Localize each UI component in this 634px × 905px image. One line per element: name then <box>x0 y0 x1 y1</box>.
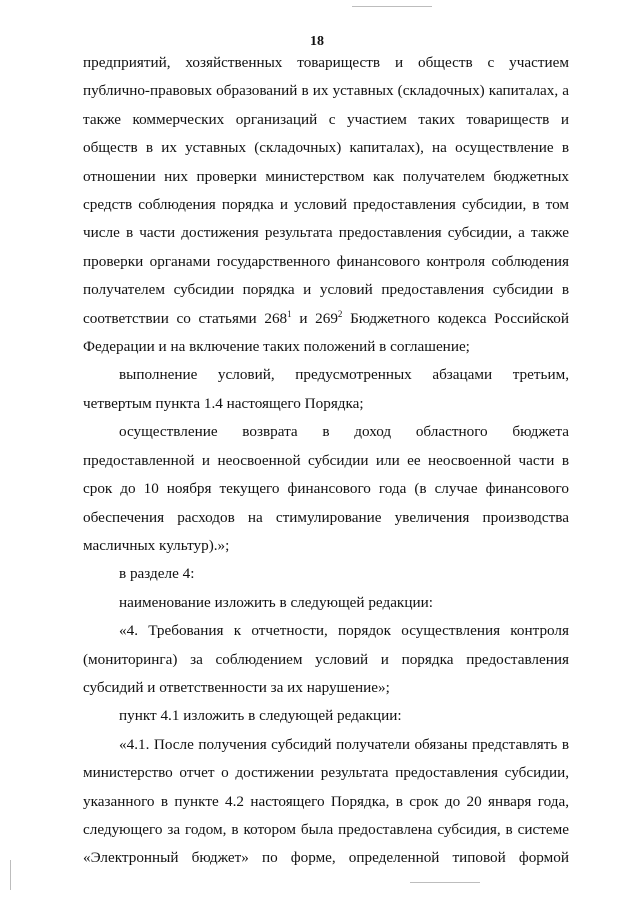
article-number-1: 268 <box>264 309 288 327</box>
paragraph-1-end: Бюджетного кодекса Российской Федерации и на включение таких положений в соглашение; <box>83 309 570 356</box>
paragraph-6: «4. Требования к отчетности, порядок осуществления контроля (мониторинга) за соблюдением условий и порядка предоставления субсидий и ответственности за их нарушение»; <box>83 622 569 696</box>
scan-artifact-top <box>352 6 432 7</box>
scan-artifact-bottom <box>410 882 480 883</box>
paragraph-2: выполнение условий, предусмотренных абзацами третьим, четвертым пункта 1.4 настоящего Порядка; <box>83 366 569 412</box>
article-number-2: 269 <box>315 309 338 327</box>
conjunction: и <box>299 309 308 327</box>
paragraph-5: наименование изложить в следующей редакции: <box>119 593 433 611</box>
paragraph-7: пункт 4.1 изложить в следующей редакции: <box>119 707 402 725</box>
paragraph-4: в разделе 4: <box>119 565 195 583</box>
paragraph-1 <box>83 49 569 361</box>
article-superscript-2: 2 <box>337 308 343 319</box>
paragraph-8: «4.1. После получения субсидий получатели обязаны представлять в министерство отчет о достижении результата предоставления субсидии, указанного в пункте 4.2 настоящего Порядка, в срок до 20 января года, следующего за годом, в котором была предоставлена субсидия, в системе «Электронный бюджет» по форме, определенной типовой формой <box>83 735 569 867</box>
paragraph-3: осуществление возврата в доход областного бюджета предоставленной и неосвоенной субсидии или ее неосвоенной части в срок до 10 ноября текущего финансового года (в случае финансового обеспечения расходов на стимулирование увеличения производства масличных культур).»; <box>83 423 569 554</box>
paragraph-1-text: предприятий, хозяйственных товариществ и обществ с участием публично-правовых образований в их уставных (складочных) капиталах, а также коммерческих организаций с участием таких товариществ и обществ в их уставных (складочных) капиталах), на осуществление в отношении них проверки министерством как получателем бюджетных средств соблюдения порядка и условий предоставления субсидии, в том числе в части достижения результата предоставления субсидии, а также проверки органами государственного финансового контроля соблюдения получателем субсидии порядка и условий предоставления субсидии в соответствии со статьями <box>83 54 569 327</box>
scan-artifact-left <box>10 860 11 890</box>
page-number: 18 <box>310 34 324 49</box>
document-body <box>83 49 569 873</box>
article-superscript-1: 1 <box>287 308 292 319</box>
